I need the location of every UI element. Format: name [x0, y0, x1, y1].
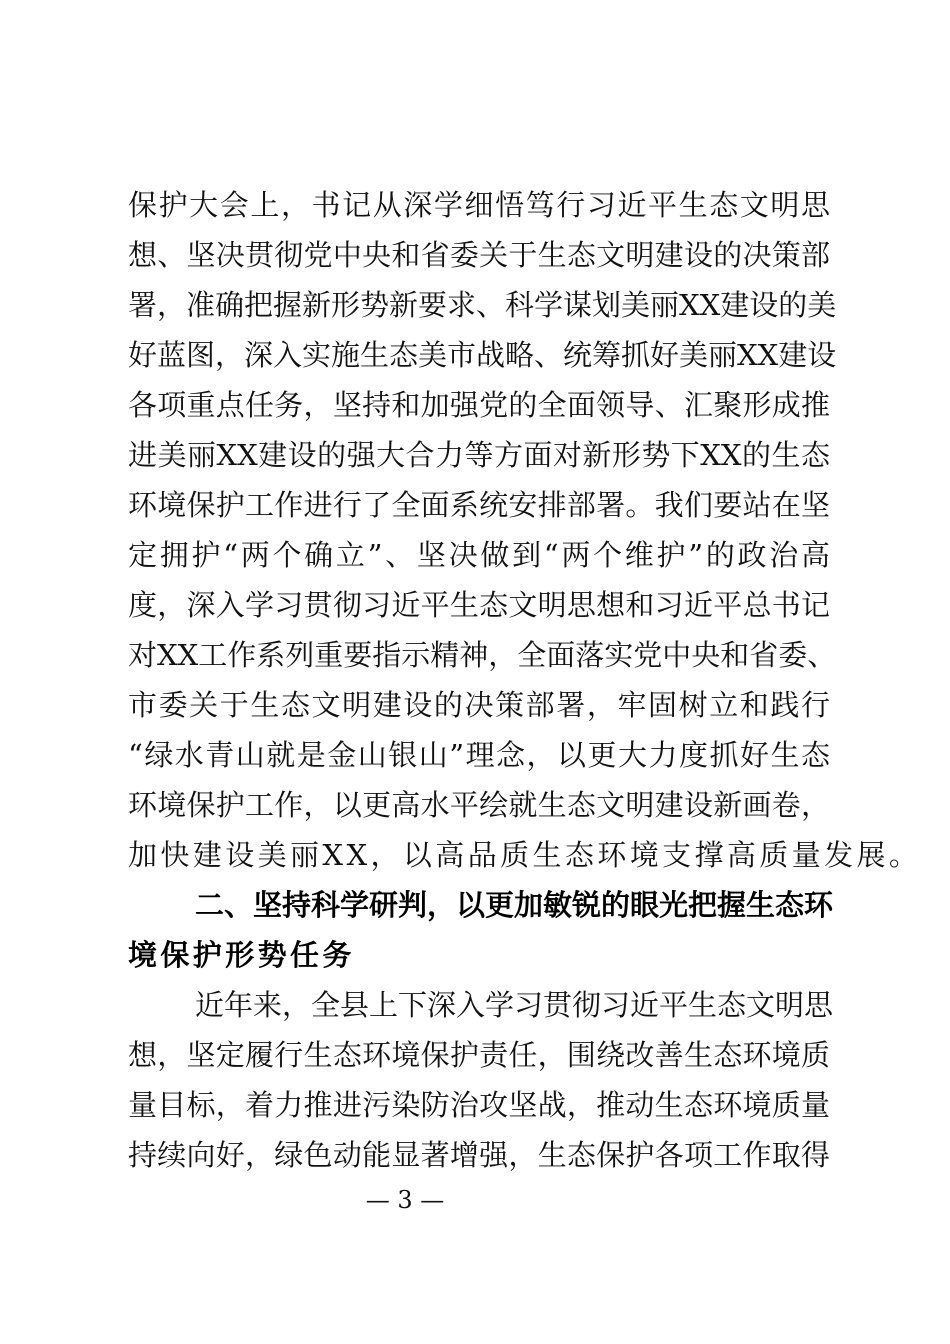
heading-line: 二、坚持科学研判，以更加敏锐的眼光把握生态环 [195, 888, 834, 922]
paragraph-line: 保护大会上，书记从深学细悟笃行习近平生态文明思 [128, 188, 830, 222]
paragraph-line: 持续向好，绿色动能显著增强，生态保护各项工作取得 [128, 1138, 830, 1172]
paragraph-line: 定拥护“两个确立”、坚决做到“两个维护”的政治高 [128, 538, 830, 572]
paragraph-line: 进美丽XX建设的强大合力等方面对新形势下XX的生态 [128, 438, 830, 472]
page-number: — 3 — [365, 1186, 445, 1214]
paragraph-line: “绿水青山就是金山银山”理念，以更大力度抓好生态 [128, 738, 830, 772]
paragraph-line: 近年来，全县上下深入学习贯彻习近平生态文明思 [195, 988, 834, 1022]
paragraph-line: 好蓝图，深入实施生态美市战略、统筹抓好美丽XX建设 [128, 338, 837, 372]
heading-line: 境保护形势任务 [128, 938, 355, 972]
paragraph-line: 市委关于生态文明建设的决策部署，牢固树立和践行 [128, 688, 830, 722]
paragraph-line: 量目标，着力推进污染防治攻坚战，推动生态环境质量 [128, 1088, 830, 1122]
paragraph-line: 环境保护工作，以更高水平绘就生态文明建设新画卷， [128, 788, 830, 822]
paragraph-line: 度，深入学习贯彻习近平生态文明思想和习近平总书记 [128, 588, 830, 622]
paragraph-line: 对XX工作系列重要指示精神，全面落实党中央和省委、 [128, 638, 837, 672]
paragraph-line: 各项重点任务，坚持和加强党的全面领导、汇聚形成推 [128, 388, 830, 422]
paragraph-line: 环境保护工作进行了全面系统安排部署。我们要站在坚 [128, 488, 830, 522]
paragraph-line: 加快建设美丽XX，以高品质生态环境支撑高质量发展。 [128, 838, 922, 872]
paragraph-line: 署，准确把握新形势新要求、科学谋划美丽XX建设的美 [128, 288, 837, 322]
paragraph-line: 想、坚决贯彻党中央和省委关于生态文明建设的决策部 [128, 238, 830, 272]
paragraph-line: 想，坚定履行生态环境保护责任，围绕改善生态环境质 [128, 1038, 830, 1072]
